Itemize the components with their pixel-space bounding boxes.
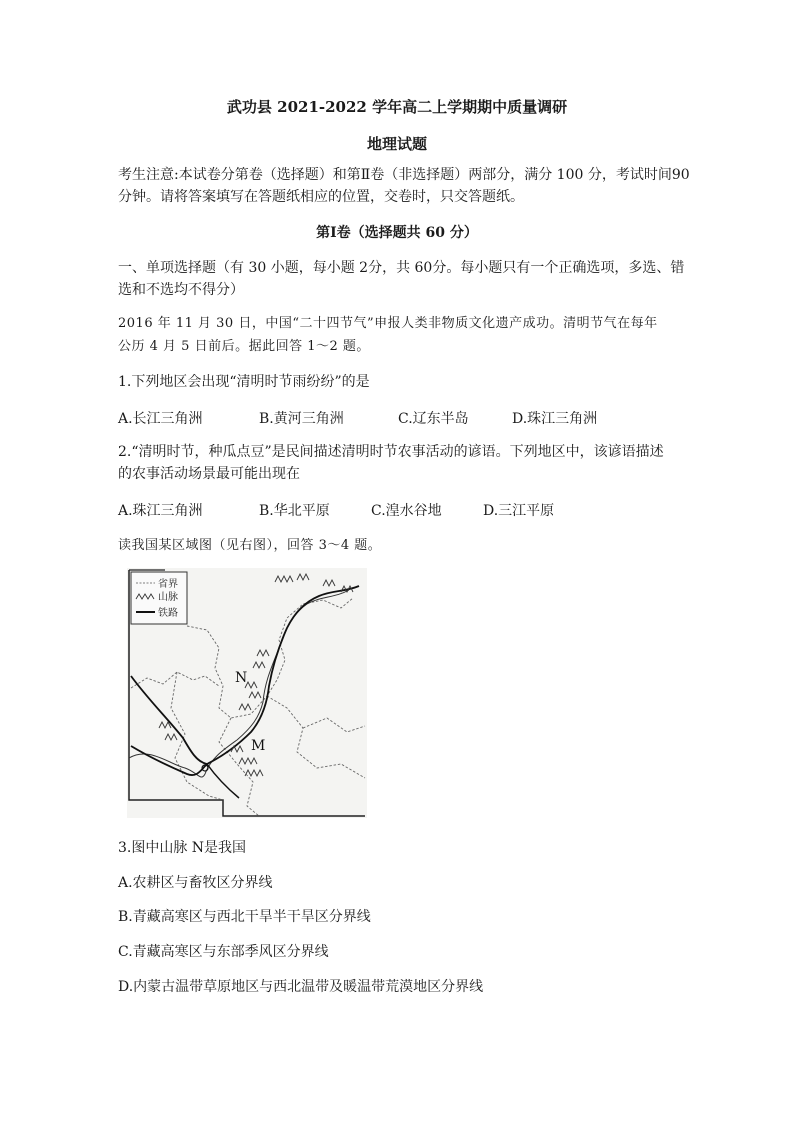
legend-railway-label: 铁路 — [158, 608, 178, 619]
notice-line-2: 分钟。请将答案填写在答题纸相应的位置，交卷时，只交答题纸。 — [118, 189, 524, 205]
question-2-stem-1: 2.“清明时节，种瓜点豆”是民间描述清明时节农事活动的谚语。下列地区中，该谚语描述 — [118, 444, 664, 460]
question-1-stem: 1.下列地区会出现“清明时节雨纷纷”的是 — [118, 374, 370, 390]
q2-option-a: A.珠江三角洲 — [118, 503, 203, 519]
passage-2: 读我国某区域图（见右图），回答 3～4 题。 — [118, 538, 382, 553]
q1-option-d: D.珠江三角洲 — [512, 411, 598, 427]
passage-1-line-2: 公历 4 月 5 日前后。据此回答 1～2 题。 — [118, 339, 370, 354]
q1-option-b: B.黄河三角洲 — [259, 411, 344, 427]
passage-1-line-1: 2016 年 11 月 30 日，中国“二十四节气”申报人类非物质文化遗产成功。清明节气在每年 — [118, 316, 658, 331]
legend-mountain-label: 山脉 — [158, 592, 178, 603]
question-2-stem-2: 的农事活动场景最可能出现在 — [118, 466, 300, 482]
section-title: 第Ⅰ卷（选择题共 60 分） — [316, 225, 478, 241]
subject-title: 地理试题 — [366, 135, 427, 153]
question-1-options — [118, 408, 597, 428]
q1-option-a: A.长江三角洲 — [118, 411, 203, 427]
region-map — [127, 568, 367, 818]
q3-option-c: C.青藏高寒区与东部季风区分界线 — [118, 944, 329, 960]
question-2-options — [118, 500, 554, 520]
mountain-label-n: N — [235, 670, 248, 686]
legend-boundary-label: 省界 — [158, 579, 178, 590]
q3-option-a: A.农耕区与畜牧区分界线 — [118, 875, 273, 891]
region-label-m: M — [251, 738, 266, 754]
instructions-line-2: 选和不选均不得分） — [118, 282, 244, 298]
q2-option-b: B.华北平原 — [259, 503, 330, 519]
notice-line-1: 考生注意:本试卷分第卷（选择题）和第Ⅱ卷（非选择题）两部分，满分 100 分，考试时间90 — [118, 167, 690, 183]
q1-option-c: C.辽东半岛 — [398, 411, 469, 427]
exam-title: 武功县 2021-2022 学年高二上学期期中质量调研 — [226, 98, 568, 116]
q2-option-c: C.湟水谷地 — [371, 503, 442, 519]
q2-option-d: D.三江平原 — [483, 503, 555, 519]
instructions-line-1: 一、单项选择题（有 30 小题，每小题 2分，共 60分。每小题只有一个正确选项，多选、错 — [118, 260, 685, 276]
q3-option-d: D.内蒙古温带草原地区与西北温带及暖温带荒漠地区分界线 — [118, 979, 484, 995]
question-3-stem: 3.图中山脉 N是我国 — [118, 840, 247, 856]
q3-option-b: B.青藏高寒区与西北干旱半干旱区分界线 — [118, 909, 371, 925]
